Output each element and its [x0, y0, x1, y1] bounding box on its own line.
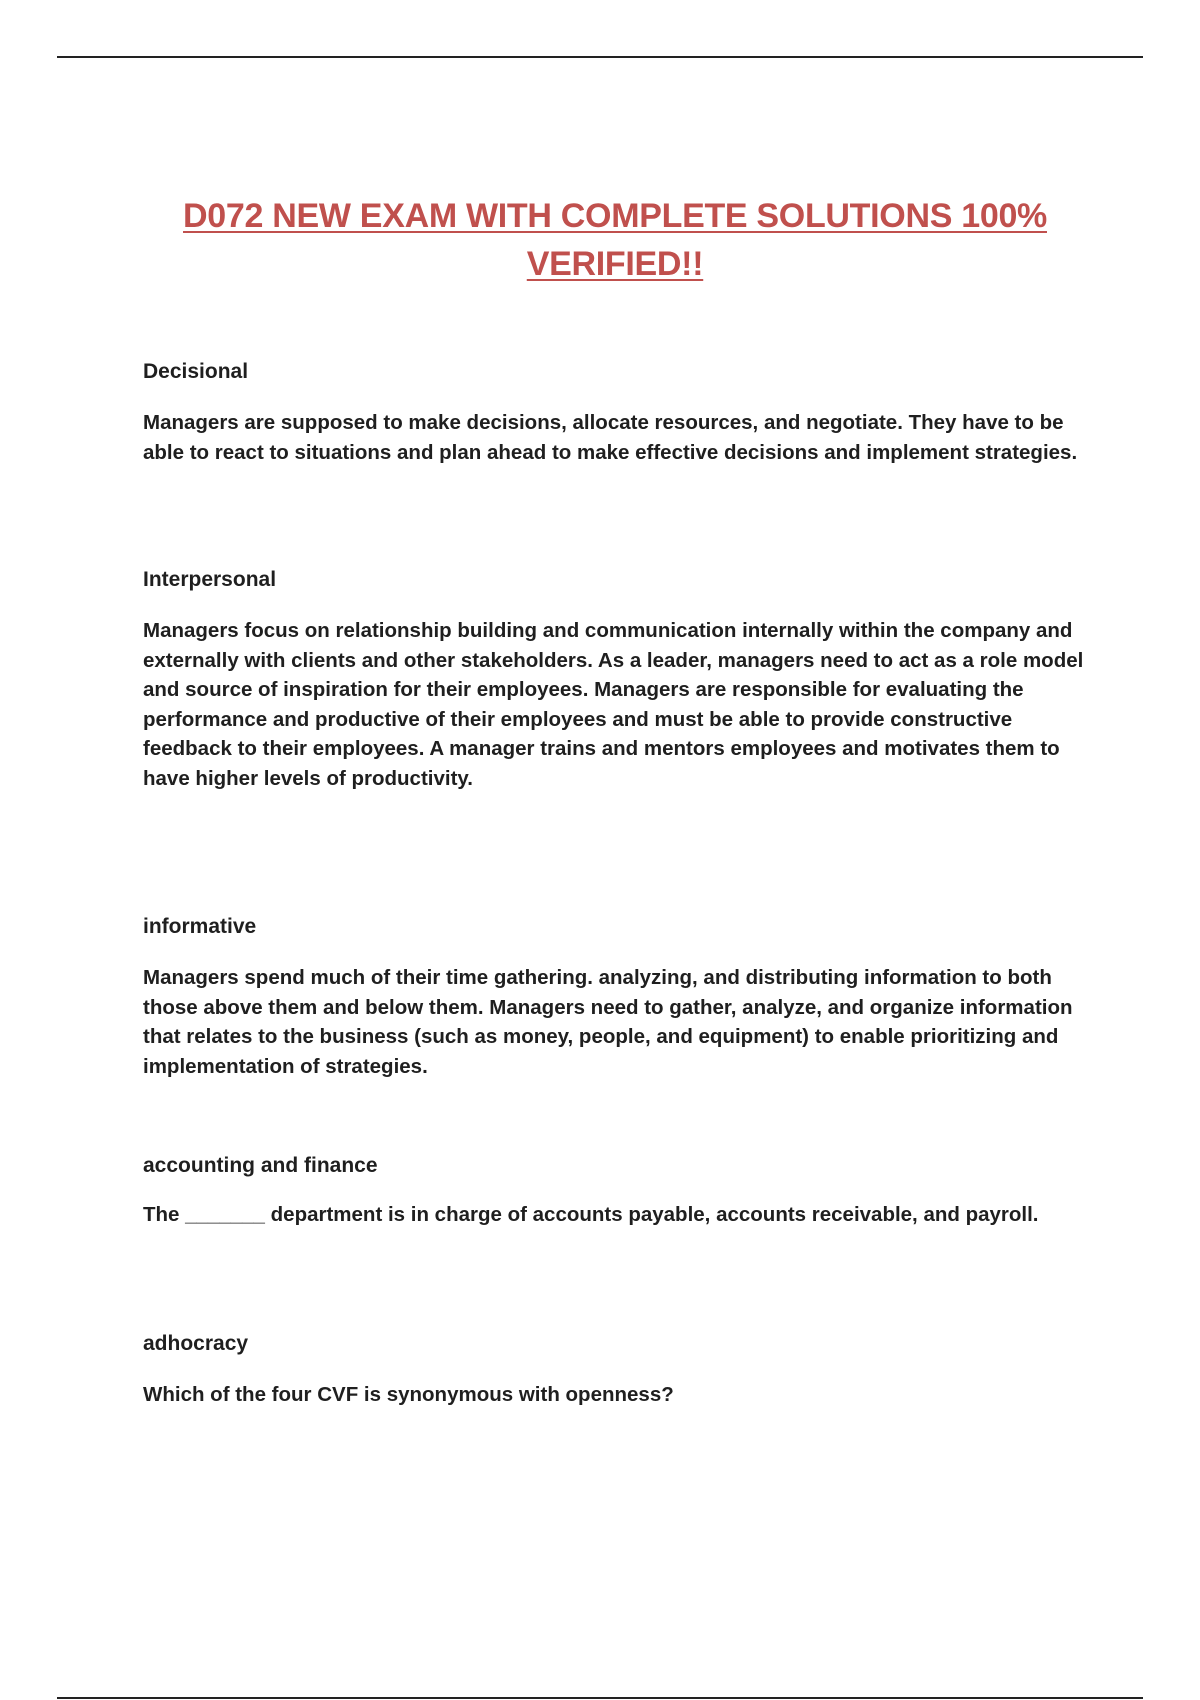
entry-definition: Managers spend much of their time gathering. analyzing, and distributing information to both those above them and below them. Managers need to gather, analyze, and organize information that relates to the business (such as money, people, and equipment) to enable prioritizing and implementation of strategies. [143, 966, 1073, 1078]
entry-definition: Managers are supposed to make decisions, allocate resources, and negotiate. They have to be able to react to situations and plan ahead to make effective decisions and implement strategies. [143, 411, 1078, 464]
entry-term: accounting and finance [143, 1154, 378, 1177]
entry-informative [143, 913, 1093, 1081]
document-title [130, 192, 1100, 288]
bottom-rule [57, 1697, 1143, 1699]
entry-accounting-and-finance [143, 1152, 1093, 1230]
entry-term: Interpersonal [143, 568, 277, 591]
entry-definition: The _______ department is in charge of accounts payable, accounts receivable, and payroll. [143, 1203, 1039, 1226]
entry-definition: Managers focus on relationship building and communication internally within the company and externally with clients and other stakeholders. As a leader, managers need to act as a role model and source of inspiration for their employees. Managers are responsible for evaluating the performance and productive of their employees and must be able to provide constructive feedback to their employees. A manager trains and mentors employees and motivates them to have higher levels of productivity. [143, 619, 1084, 790]
entry-term: Decisional [143, 360, 249, 383]
title-line-1: D072 NEW EXAM WITH COMPLETE SOLUTIONS 100% [183, 197, 1047, 235]
entry-interpersonal [143, 566, 1093, 793]
entry-term: informative [143, 915, 257, 938]
title-line-2: VERIFIED!! [526, 245, 704, 283]
entry-term: adhocracy [143, 1332, 249, 1355]
top-rule [57, 56, 1143, 58]
entry-definition: Which of the four CVF is synonymous with openness? [143, 1383, 674, 1406]
entry-adhocracy [143, 1330, 1093, 1410]
entry-decisional [143, 358, 1093, 467]
